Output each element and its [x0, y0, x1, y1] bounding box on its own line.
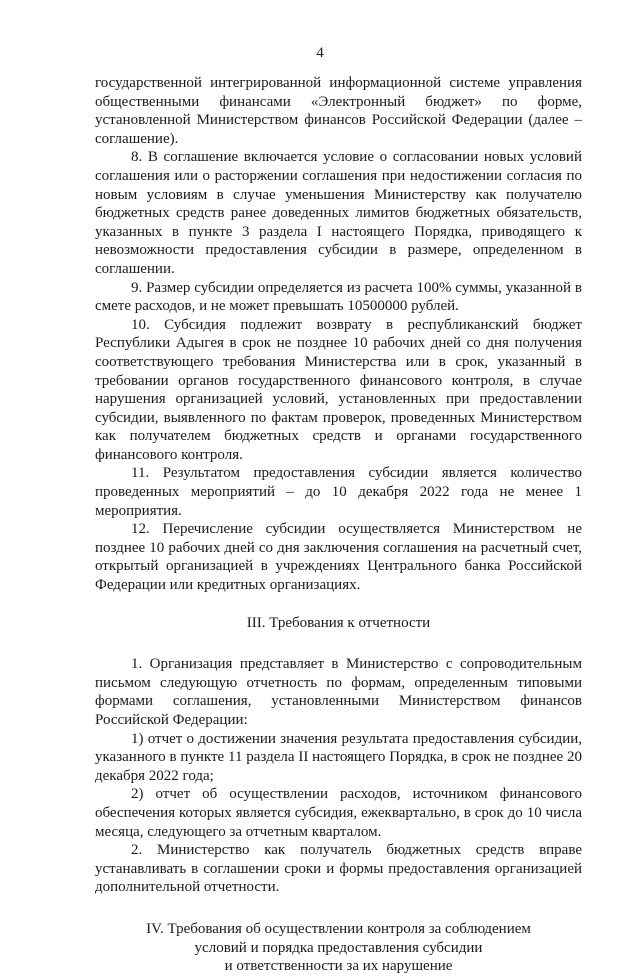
section-3-subitem-2: 2) отчет об осуществлении расходов, источником финансового обеспечения которых является субсидия, ежеквартально, в срок до 10 числа месяца, следующего за отчетным кварталом.	[95, 786, 582, 840]
section-3-subitem-1: 1) отчет о достижении значения результата предоставления субсидии, указанного в пункте 11 раздела II настоящего Порядка, в срок не позднее 20 декабря 2022 года;	[95, 730, 582, 784]
section-4-heading-line-2: условий и порядка предоставления субсидии	[194, 939, 483, 956]
paragraph-item-8: 8. В соглашение включается условие о согласовании новых условий соглашения или о расторжении соглашения при недостижении согласия по новым условиям в случае уменьшения Министерству как получателю бюджетных средств ранее доведенных лимитов бюджетных обязательств, указанных в пункте 3 раздела I настоящего Порядка, приводящего к невозможности предоставления субсидии в размере, определенном в соглашении.	[95, 149, 582, 277]
section-4-heading-line-3: и ответственности за их нарушение	[224, 958, 453, 975]
paragraph-item-10: 10. Субсидия подлежит возврату в республиканский бюджет Республики Адыгея в срок не позднее 10 рабочих дней со дня получения соответствующего требования Министерства или в срок, указанный в требовании органов государственного финансового контроля, в случае нарушения организацией условий, установленных при предоставлении субсидии, выявленного по фактам проверок, проведенных Министерством как получателем бюджетных средств и органами государственного финансового контроля.	[95, 316, 582, 463]
section-4-heading	[95, 920, 582, 976]
section-4-heading-line-1: IV. Требования об осуществлении контроля за соблюдением	[146, 920, 531, 937]
paragraph-item-12: 12. Перечисление субсидии осуществляется Министерством не позднее 10 рабочих дней со дня заключения соглашения на расчетный счет, открытый организацией в учреждениях Центрального банка Российской Федерации или кредитных организациях.	[95, 521, 582, 594]
paragraph-continuation: государственной интегрированной информационной системе управления общественными финансами «Электронный бюджет» по форме, установленной Министерством финансов Российской Федерации (далее – соглашение).	[95, 75, 582, 147]
paragraph-item-9: 9. Размер субсидии определяется из расчета 100% суммы, указанной в смете расходов, и не может превышать 10500000 рублей.	[95, 279, 582, 315]
section-3-heading: III. Требования к отчетности	[246, 614, 431, 631]
section-3-paragraph-1: 1. Организация представляет в Министерство с сопроводительным письмом следующую отчетность по формам, определенным типовыми формами соглашения, установленными Министерством финансов Российской Федерации:	[95, 656, 582, 728]
document-body	[95, 74, 582, 976]
section-3-paragraph-2: 2. Министерство как получатель бюджетных средств вправе устанавливать в соглашении сроки и формы предоставления организацией дополнительной отчетности.	[95, 842, 582, 896]
page-number: 4	[316, 45, 324, 61]
paragraph-item-11: 11. Результатом предоставления субсидии является количество проведенных мероприятий – до 10 декабря 2022 года не менее 1 мероприятия.	[95, 465, 582, 519]
